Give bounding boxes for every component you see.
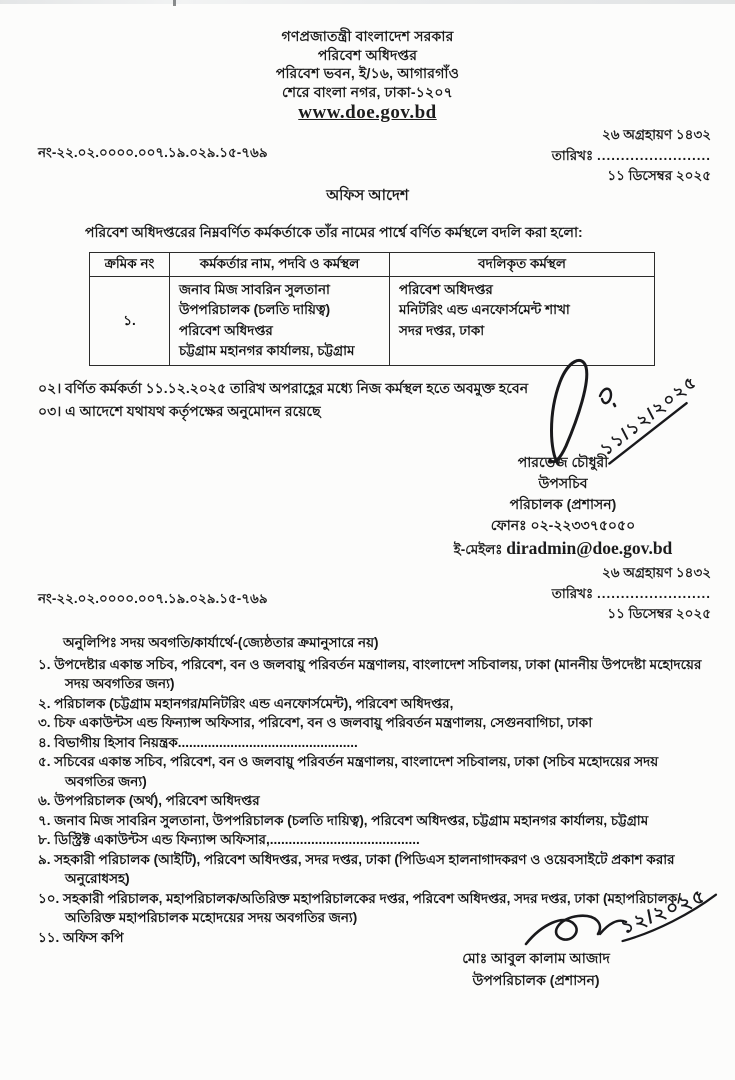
email-label: ই-মেইলঃ	[453, 542, 503, 557]
signatory1-email-line	[443, 538, 683, 560]
handwritten-date-2: ১২/২০২৫	[618, 885, 710, 939]
col-header-new-station: বদলিকৃত কর্মস্থল	[390, 253, 655, 277]
handwritten-date-1: ১১/১২/২০২৫	[596, 371, 702, 460]
memo-number-top: নং-২২.০২.০০০০.০০৭.১৯.০২৯.১৫-৭৬৯	[38, 145, 268, 160]
signatory-block-2	[426, 948, 646, 991]
list-item: ৬. উপপরিচালক (অর্থ), পরিবেশ অধিদপ্তর	[38, 793, 260, 808]
date-label-line-bottom: তারিখঃ ........................	[551, 585, 711, 601]
date-block-bottom	[552, 563, 711, 625]
officer-designation: উপপরিচালক (চলতি দায়িত্ব)	[179, 302, 331, 318]
address-line2: শেরে বাংলা নগর, ঢাকা-১২০৭	[282, 83, 453, 100]
list-item: ৩. চিফ একাউন্টস এন্ড ফিন্যান্স অফিসার, পরিবেশ, বন ও জলবায়ু পরিবর্তন মন্ত্রণালয়, সেগুনবাগিচা, ঢাকা	[38, 715, 593, 730]
col-header-serial: ক্রমিক নং	[90, 253, 170, 277]
table-header-row	[90, 253, 655, 277]
date-dotted-line-bottom: ........................	[596, 585, 711, 601]
list-item: ১. উপদেষ্টার একান্ত সচিব, পরিবেশ, বন ও জলবায়ু পরিবর্তন মন্ত্রণালয়, বাংলাদেশ সচিবালয়, ঢাকা (মাননীয় উপদেষ্টা মহোদয়ের সদয় অবগতির জন্য)	[38, 656, 702, 691]
list-item: ১১. অফিস কপি	[38, 929, 124, 945]
clause-03: ০৩। এ আদেশে যথাযথ কর্তৃপক্ষের অনুমোদন রয়েছে	[38, 403, 321, 419]
bangla-date-top: ২৬ অগ্রহায়ণ ১৪৩২	[601, 127, 711, 142]
transfer-table	[89, 252, 655, 366]
officer-cell	[170, 277, 390, 366]
list-item: ৮. ডিস্ট্রিক্ট একাউন্টস এন্ড ফিন্যান্স অফিসার,........................................	[38, 832, 420, 847]
officer-name: জনাব মিজ সাবরিন সুলতানা	[179, 282, 330, 297]
intro-paragraph: পরিবেশ অধিদপ্তরের নিম্নবর্ণিত কর্মকর্তাকে তাঁর নামের পার্শ্বে বর্ণিত কর্মস্থলে বদলি করা হলো:	[85, 224, 583, 240]
scan-tick-artifact	[173, 0, 176, 6]
distribution-heading: অনুলিপিঃ সদয় অবগতি/কার্যার্থে-(জ্যেষ্ঠতার ক্রমানুসারে নয়)	[63, 635, 379, 650]
gregorian-date-top: ১১ ডিসেম্বর ২০২৫	[607, 168, 711, 183]
website-url: www.doe.gov.bd	[298, 102, 437, 123]
officer-department: পরিবেশ অধিদপ্তর	[179, 322, 273, 338]
date-dotted-line: ........................	[596, 147, 711, 163]
signatory1-phone: ফোনঃ ০২-২২৩৩৭৫০৫০	[490, 517, 636, 533]
serial-cell: ১.	[90, 277, 170, 366]
government-name: গণপ্রজাতন্ত্রী বাংলাদেশ সরকার	[281, 28, 454, 44]
signatory2-post: উপপরিচালক (প্রশাসন)	[472, 971, 600, 988]
gregorian-date-bottom: ১১ ডিসেম্বর ২০২৫	[607, 606, 711, 621]
signatory1-name: পারভেজ চৌধুরী	[517, 454, 609, 470]
list-item: ২. পরিচালক (চট্টগ্রাম মহানগর/মনিটরিং এন্ড এনফোর্সমেন্ট), পরিবেশ অধিদপ্তর,	[38, 695, 454, 711]
department-name: পরিবেশ অধিদপ্তর	[317, 46, 418, 63]
order-title: অফিস আদেশ	[326, 187, 409, 204]
list-item: ৯. সহকারী পরিচালক (আইটি), পরিবেশ অধিদপ্তর, সদর দপ্তর, ঢাকা (পিডিএস হালনাগাদকরণ ও ওয়েবসাইটে প্রকাশ করার অনুরোধসহ)	[38, 851, 675, 886]
date-label-line-top: তারিখঃ ........................	[551, 147, 711, 163]
list-item: ৫. সচিবের একান্ত সচিব, পরিবেশ, বন ও জলবায়ু পরিবর্তন মন্ত্রণালয়, বাংলাদেশ সচিবালয়, ঢাকা (সচিব মহোদয়ের সদয় অবগতির জন্য)	[38, 754, 659, 789]
scan-edge-artifact	[0, 0, 735, 4]
letterhead	[0, 27, 735, 123]
new-station-line2: মনিটরিং এন্ড এনফোর্সমেন্ট শাখা	[399, 302, 570, 318]
signatory-block-1	[443, 452, 683, 560]
date-block-top	[552, 125, 711, 187]
clause-02: ০২। বর্ণিত কর্মকর্তা ১১.১২.২০২৫ তারিখ অপরাহ্ণের মধ্যে নিজ কর্মস্থল হতে অবমুক্ত হবেন	[38, 380, 529, 396]
new-station-line3: সদর দপ্তর, ঢাকা	[399, 322, 485, 338]
email-address: diradmin@doe.gov.bd	[506, 538, 673, 558]
officer-office: চট্টগ্রাম মহানগর কার্যালয়, চট্টগ্রাম	[179, 342, 355, 358]
list-item: ১০. সহকারী পরিচালক, মহাপরিচালক/অতিরিক্ত মহাপরিচালকের দপ্তর, পরিবেশ অধিদপ্তর, সদর দপ্তর, ঢাকা (মহাপরিচালক/অতিরিক্ত মহাপরিচালক মহোদয়ের সদয় অবগতির জন্য)	[38, 890, 681, 925]
bangla-date-bottom: ২৬ অগ্রহায়ণ ১৪৩২	[601, 565, 711, 580]
list-item: ৭. জনাব মিজ সাবরিন সুলতানা, উপপরিচালক (চলতি দায়িত্ব), পরিবেশ অধিদপ্তর, চট্টগ্রাম মহানগর কার্যালয়, চট্টগ্রাম	[38, 812, 649, 828]
address-line1: পরিবেশ ভবন, ই/১৬, আগারগাঁও	[275, 65, 460, 81]
new-station-line1: পরিবেশ অধিদপ্তর	[399, 282, 493, 297]
col-header-officer: কর্মকর্তার নাম, পদবি ও কর্মস্থল	[170, 253, 390, 277]
signatory1-post2: পরিচালক (প্রশাসন)	[509, 496, 617, 512]
signatory2-name: মোঃ আবুল কালাম আজাদ	[462, 950, 610, 966]
memo-number-bottom: নং-২২.০২.০০০০.০০৭.১৯.০২৯.১৫-৭৬৯	[38, 591, 268, 606]
signatory1-post1: উপসচিব	[538, 475, 588, 491]
list-item: ৪. বিভাগীয় হিসাব নিয়ন্ত্রক................................................	[38, 734, 358, 750]
